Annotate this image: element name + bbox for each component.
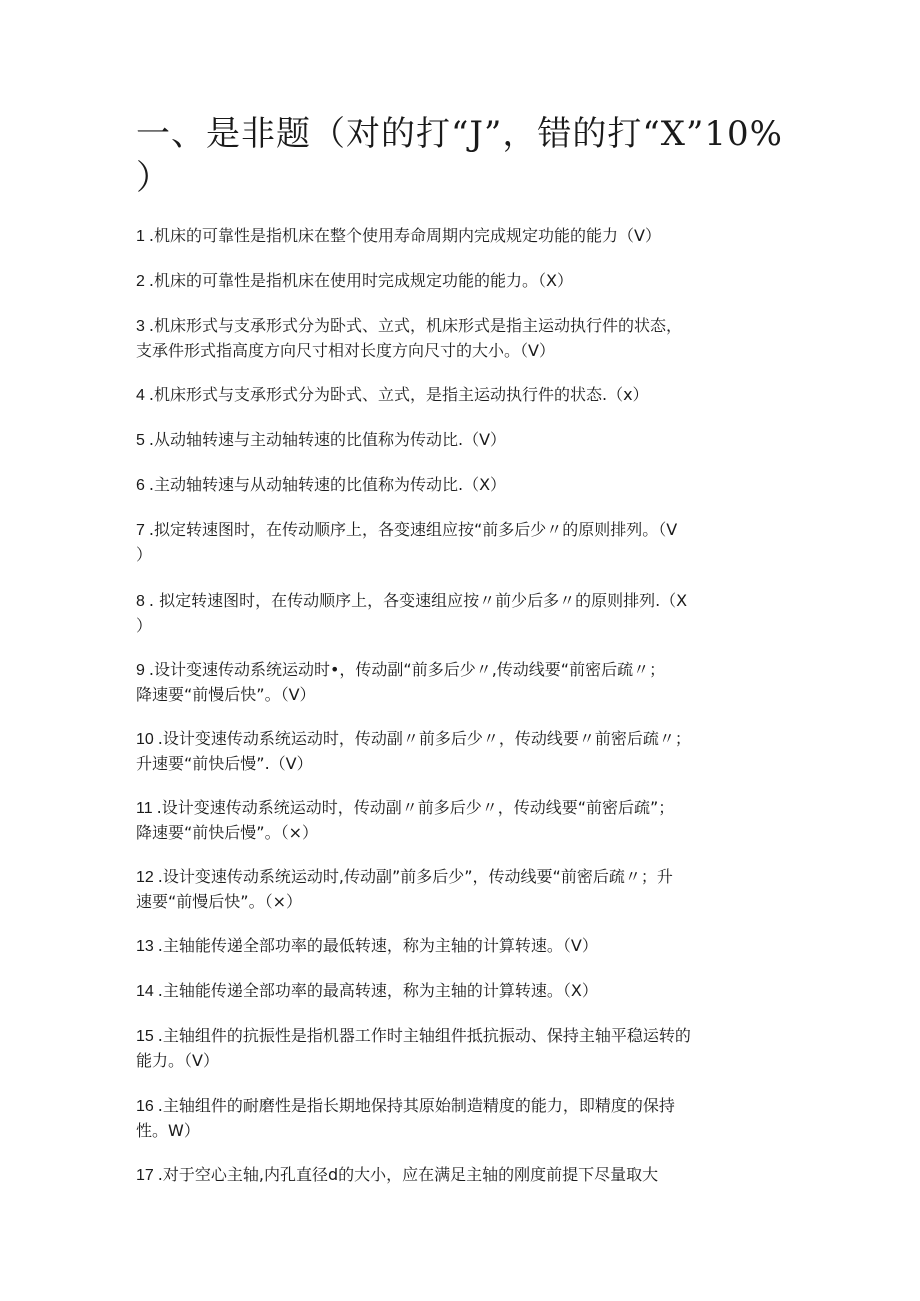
question-item <box>136 934 786 959</box>
question-text: .主轴组件的耐磨性是指长期地保持其原始制造精度的能力，即精度的保持 <box>157 1096 675 1115</box>
question-text: ） <box>136 616 153 635</box>
question-line <box>136 518 786 543</box>
question-item <box>136 796 786 845</box>
question-number: 13 <box>136 938 154 955</box>
question-line <box>136 658 786 683</box>
question-text: 能力。（V） <box>136 1051 219 1070</box>
question-line <box>136 269 786 294</box>
question-line <box>136 314 786 339</box>
question-text: 降速要“前慢后快”。（V） <box>136 685 316 704</box>
question-number: 10 <box>136 731 154 748</box>
question-item <box>136 473 786 498</box>
question-line <box>136 934 786 959</box>
question-text: ） <box>136 545 153 564</box>
question-line <box>136 543 786 567</box>
question-item <box>136 383 786 408</box>
question-text: .机床的可靠性是指机床在使用时完成规定功能的能力。（X） <box>148 271 573 290</box>
question-line <box>136 614 786 638</box>
question-line <box>136 727 786 752</box>
question-item <box>136 269 786 294</box>
question-text: .设计变速传动系统运动时，传动副〃前多后少〃，传动线要“前密后疏”； <box>156 798 675 817</box>
question-text: .主轴能传递全部功率的最低转速，称为主轴的计算转速。（V） <box>157 936 598 955</box>
question-item <box>136 589 786 638</box>
question-line <box>136 383 786 408</box>
question-number: 3 <box>136 318 145 335</box>
question-item <box>136 727 786 776</box>
section-title <box>136 112 786 200</box>
question-line <box>136 473 786 498</box>
question-text: . 拟定转速图时，在传动顺序上，各变速组应按〃前少后多〃的原则排列.（X <box>148 591 688 610</box>
question-line <box>136 224 786 249</box>
question-line <box>136 1024 786 1049</box>
question-line <box>136 796 786 821</box>
question-number: 8 <box>136 593 145 610</box>
question-item <box>136 1094 786 1143</box>
question-text: .拟定转速图时，在传动顺序上，各变速组应按“前多后少〃的原则排列。（V <box>148 520 678 539</box>
question-item <box>136 1163 786 1188</box>
question-number: 1 <box>136 228 145 245</box>
question-number: 9 <box>136 662 145 679</box>
question-item <box>136 979 786 1004</box>
question-item <box>136 224 786 249</box>
section-title-line-1: 一、是非题（对的打“J”，错的打“X”10% <box>136 114 783 154</box>
question-line <box>136 428 786 453</box>
question-number: 7 <box>136 522 145 539</box>
question-line <box>136 1049 786 1073</box>
question-line <box>136 589 786 614</box>
question-line <box>136 979 786 1004</box>
question-text: 升速要“前快后慢”.（V） <box>136 754 313 773</box>
question-number: 2 <box>136 273 145 290</box>
question-text: .对于空心主轴,内孔直径d的大小，应在满足主轴的刚度前提下尽量取大 <box>157 1165 659 1184</box>
question-number: 15 <box>136 1028 154 1045</box>
question-line <box>136 1094 786 1119</box>
question-number: 4 <box>136 387 145 404</box>
question-text: .主轴能传递全部功率的最高转速，称为主轴的计算转速。（X） <box>157 981 598 1000</box>
question-line <box>136 1119 786 1143</box>
question-item <box>136 865 786 914</box>
question-item <box>136 428 786 453</box>
question-text: .主轴组件的抗振性是指机器工作时主轴组件抵抗振动、保持主轴平稳运转的 <box>157 1026 691 1045</box>
question-text: .机床形式与支承形式分为卧式、立式，机床形式是指主运动执行件的状态， <box>148 316 682 335</box>
question-item <box>136 314 786 363</box>
question-text: .机床形式与支承形式分为卧式、立式，是指主运动执行件的状态.（x） <box>148 385 649 404</box>
question-number: 11 <box>136 800 153 817</box>
question-number: 6 <box>136 477 145 494</box>
question-number: 12 <box>136 869 154 886</box>
question-item <box>136 518 786 567</box>
question-line <box>136 1163 786 1188</box>
question-number: 14 <box>136 983 154 1000</box>
question-text: .设计变速传动系统运动时,传动副”前多后少”，传动线要“前密后疏〃；升 <box>157 867 673 886</box>
question-text: 速要“前慢后快”。（×） <box>136 892 302 911</box>
question-number: 17 <box>136 1167 154 1184</box>
question-line <box>136 683 786 707</box>
question-line <box>136 752 786 776</box>
question-text: 降速要“前快后慢”。（×） <box>136 823 318 842</box>
question-line <box>136 865 786 890</box>
question-text: .设计变速传动系统运动时，传动副〃前多后少〃，传动线要〃前密后疏〃； <box>157 729 691 748</box>
question-line <box>136 821 786 845</box>
question-number: 5 <box>136 432 145 449</box>
question-item <box>136 1024 786 1073</box>
question-line <box>136 339 786 363</box>
question-text: .设计变速传动系统运动时•，传动副“前多后少〃,传动线要“前密后疏〃； <box>148 660 666 679</box>
question-number: 16 <box>136 1098 154 1115</box>
section-title-line-2: ） <box>136 158 171 198</box>
question-text: 性。W） <box>136 1121 200 1140</box>
question-item <box>136 658 786 707</box>
question-text: .主动轴转速与从动轴转速的比值称为传动比.（X） <box>148 475 507 494</box>
question-text: 支承件形式指高度方向尺寸相对长度方向尺寸的大小。（V） <box>136 341 555 360</box>
question-line <box>136 890 786 914</box>
question-text: .机床的可靠性是指机床在整个使用寿命周期内完成规定功能的能力（V） <box>148 226 661 245</box>
question-text: .从动轴转速与主动轴转速的比值称为传动比.（V） <box>148 430 507 449</box>
